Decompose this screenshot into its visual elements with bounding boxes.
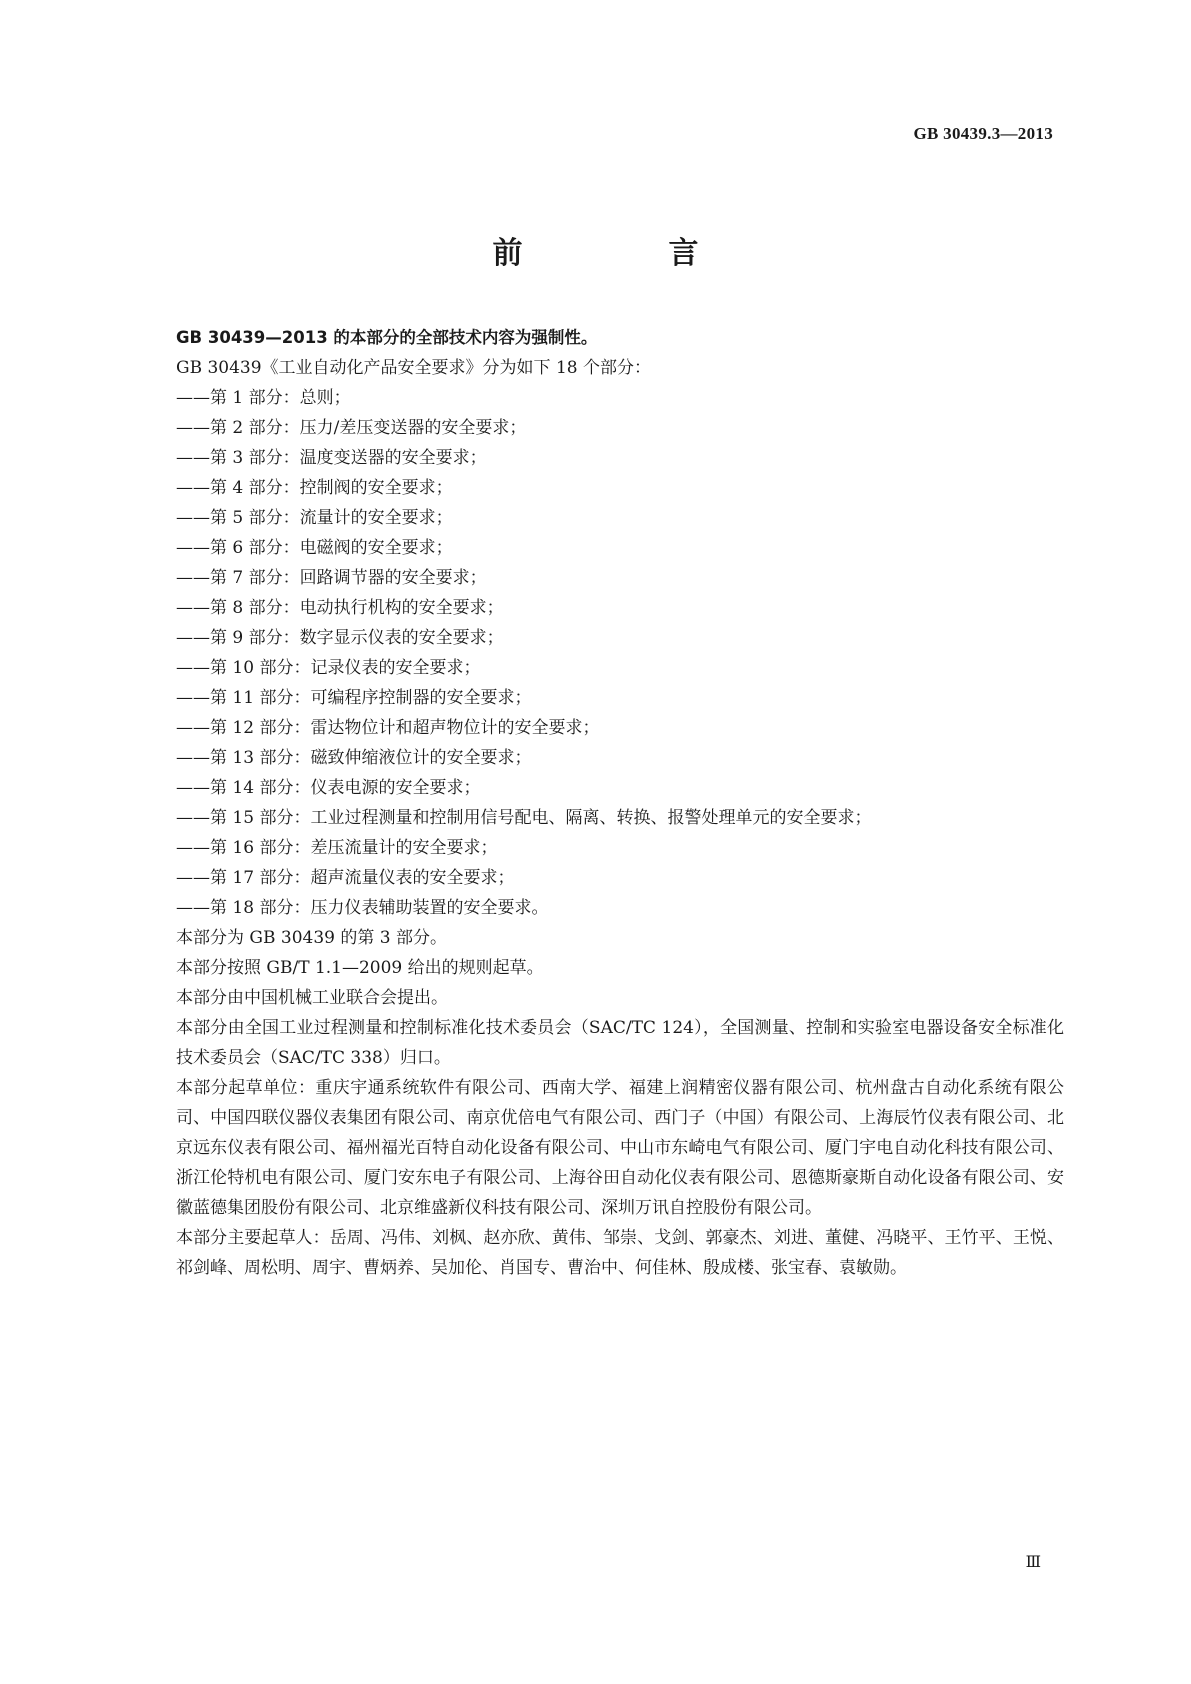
drafters-statement: 本部分主要起草人：岳周、冯伟、刘枫、赵亦欣、黄伟、邹崇、戈剑、郭豪杰、刘进、董健、冯晓平、王竹平、王悦、祁剑峰、周松明、周宇、曹炳养、吴加伦、肖国专、曹治中、何佳林、殷成楼、张宝春、袁敏勋。 [176, 1228, 1064, 1278]
proposed-by-statement: 本部分由中国机械工业联合会提出。 [176, 988, 448, 1008]
list-item: ——第 8 部分：电动执行机构的安全要求； [176, 598, 504, 618]
list-item: ——第 13 部分：磁致伸缩液位计的安全要求； [176, 748, 532, 768]
standard-code: GB 30439.3—2013 [913, 124, 1053, 143]
list-item: ——第 5 部分：流量计的安全要求； [176, 508, 453, 528]
list-item: ——第 6 部分：电磁阀的安全要求； [176, 538, 453, 558]
page-number: Ⅲ [1025, 1554, 1041, 1571]
list-item: ——第 3 部分：温度变送器的安全要求； [176, 448, 487, 468]
list-item: ——第 14 部分：仪表电源的安全要求； [176, 778, 481, 798]
list-item: ——第 12 部分：雷达物位计和超声物位计的安全要求； [176, 718, 600, 738]
list-item: ——第 15 部分：工业过程测量和控制用信号配电、隔离、转换、报警处理单元的安全要求； [176, 808, 872, 828]
list-item: ——第 11 部分：可编程序控制器的安全要求； [176, 688, 532, 708]
list-item: ——第 17 部分：超声流量仪表的安全要求； [176, 868, 515, 888]
parts-intro: GB 30439《工业自动化产品安全要求》分为如下 18 个部分： [176, 358, 651, 378]
mandatory-statement: GB 30439—2013 的本部分的全部技术内容为强制性。 [176, 328, 598, 347]
list-item: ——第 1 部分：总则； [176, 388, 351, 408]
list-item: ——第 16 部分：差压流量计的安全要求； [176, 838, 498, 858]
list-item: ——第 2 部分：压力/差压变送器的安全要求； [176, 418, 527, 438]
drafting-units-statement: 本部分起草单位：重庆宇通系统软件有限公司、西南大学、福建上润精密仪器有限公司、杭州盘古自动化系统有限公司、中国四联仪器仪表集团有限公司、南京优倍电气有限公司、西门子（中国）有限公司、上海辰竹仪表有限公司、北京远东仪表有限公司、福州福光百特自动化设备有限公司、中山市东崎电气有限公司、厦门宇电自动化科技有限公司、浙江伦特机电有限公司、厦门安东电子有限公司、上海谷田自动化仪表有限公司、恩德斯豪斯自动化设备有限公司、安徽蓝德集团股份有限公司、北京维盛新仪科技有限公司、深圳万讯自控股份有限公司。 [176, 1078, 1064, 1218]
drafting-rules-statement: 本部分按照 GB/T 1.1—2009 给出的规则起草。 [176, 958, 544, 978]
list-item: ——第 9 部分：数字显示仪表的安全要求； [176, 628, 504, 648]
parts-list [176, 383, 1056, 923]
list-item: ——第 7 部分：回路调节器的安全要求； [176, 568, 487, 588]
page-title: 前 言 [492, 236, 757, 271]
centralized-by-statement: 本部分由全国工业过程测量和控制标准化技术委员会（SAC/TC 124），全国测量、控制和实验室电器设备安全标准化技术委员会（SAC/TC 338）归口。 [176, 1018, 1064, 1068]
list-item: ——第 18 部分：压力仪表辅助装置的安全要求。 [176, 898, 549, 918]
list-item: ——第 4 部分：控制阀的安全要求； [176, 478, 453, 498]
list-item: ——第 10 部分：记录仪表的安全要求； [176, 658, 481, 678]
document-body [176, 323, 1064, 1283]
part-of-statement: 本部分为 GB 30439 的第 3 部分。 [176, 928, 447, 948]
